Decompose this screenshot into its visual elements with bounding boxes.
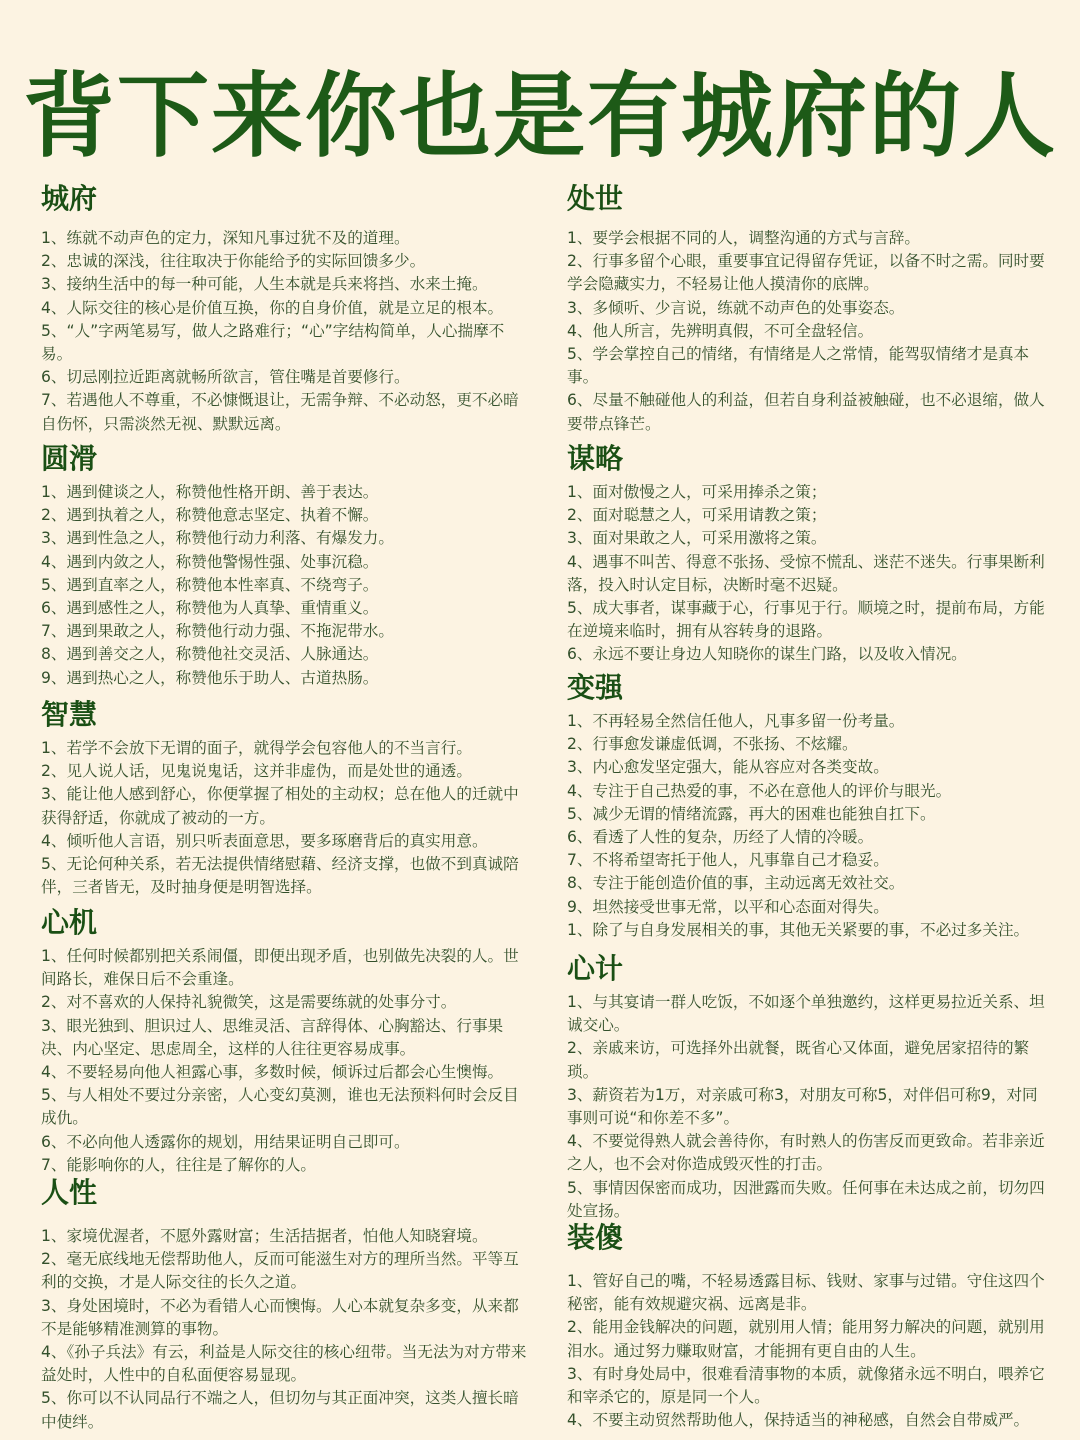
section-left-2 [41,697,527,899]
list-item: 3、多倾听、少言说，练就不动声色的处事姿态。 [567,298,905,317]
section-heading: 圆滑 [41,442,98,475]
list-item: 8、遇到善交之人，称赞他社交灵活、人脉通达。 [41,645,379,664]
section-heading: 处世 [567,182,624,215]
list-item: 3、遇到性急之人，称赞他行动力利落、有爆发力。 [41,529,394,548]
section-left-1 [41,441,527,690]
list-item: 5、减少无谓的情绪流露，再大的困难也能独自扛下。 [567,804,936,823]
list-item: 2、毫无底线地无偿帮助他人，反而可能滋生对方的理所当然。平等互利的交换，才是人际交往的长久之道。 [41,1250,519,1292]
section-left-4 [41,1175,527,1434]
list-item: 1、任何时候都别把关系闹僵，即便出现矛盾，也别做先决裂的人。世间路长，难保日后不会重逢。 [41,947,519,989]
list-item: 5、与人相处不要过分亲密，人心变幻莫测，谁也无法预料何时会反目成仇。 [41,1086,519,1128]
list-item: 2、面对聪慧之人，可采用请教之策； [567,506,827,525]
list-item: 7、若遇他人不尊重，不必慷慨退让，无需争辩、不必动怒，更不必暗自伤怀，只需淡然无视、默默远离。 [41,391,519,433]
list-item: 5、你可以不认同品行不端之人，但切勿与其正面冲突，这类人擅长暗中使绊。 [41,1389,519,1431]
section-left-0 [41,181,527,436]
list-item: 2、行事愈发谦虚低调，不张扬、不炫耀。 [567,735,858,754]
list-item: 4、倾听他人言语，别只听表面意思，要多琢磨背后的真实用意。 [41,831,488,850]
list-item: 2、亲戚来访，可选择外出就餐，既省心又体面，避免居家招待的繁琐。 [567,1039,1030,1081]
list-item: 1、管好自己的嘴，不轻易透露目标、钱财、家事与过错。守住这四个秘密，能有效规避灾祸、远离是非。 [567,1272,1045,1314]
list-item: 8、专注于能创造价值的事，主动远离无效社交。 [567,874,905,893]
section-heading: 谋略 [567,442,624,475]
list-item: 2、忠诚的深浅，往往取决于你能给予的实际回馈多少。 [41,252,426,271]
section-right-4 [567,1220,1053,1432]
section-heading: 人性 [41,1176,98,1209]
list-item: 3、有时身处局中，很难看清事物的本质，就像猪永远不明白，喂养它和宰杀它的，原是同一个人。 [567,1364,1045,1407]
list-item: 4、不要觉得熟人就会善待你，有时熟人的伤害反而更致命。若非亲近之人，也不会对你造成毁灭性的打击。 [567,1132,1045,1174]
list-item: 3、面对果敢之人，可采用激将之策。 [567,529,827,548]
section-heading: 变强 [567,671,624,704]
list-item: 3、能让他人感到舒心，你便掌握了相处的主动权；总在他人的迁就中获得舒适，你就成了被动的一方。 [41,785,519,827]
section-heading: 心机 [41,906,98,939]
list-item: 1、不再轻易全然信任他人，凡事多留一份考量。 [567,712,905,730]
list-item: 5、成大事者，谋事藏于心，行事见于行。顺境之时，提前布局，方能在逆境来临时，拥有从容转身的退路。 [567,599,1045,641]
section-left-3 [41,905,527,1177]
list-item: 1、面对傲慢之人，可采用捧杀之策； [567,483,827,501]
section-heading: 装傻 [567,1221,624,1254]
list-item: 6、尽量不触碰他人的利益，但若自身利益被触碰，也不必退缩，做人要带点锋芒。 [567,391,1045,433]
list-item: 3、接纳生活中的每一种可能，人生本就是兵来将挡、水来土掩。 [41,275,488,294]
list-item: 7、遇到果敢之人，称赞他行动力强、不拖泥带水。 [41,622,394,641]
list-item: 4、不要主动贸然帮助他人，保持适当的神秘感，自然会自带威严。 [567,1411,1030,1430]
page-title: 背下来你也是有城府的人 [22,63,1057,170]
list-item: 1、若学不会放下无谓的面子，就得学会包容他人的不当言行。 [41,739,472,757]
list-item: 6、切忌刚拉近距离就畅所欲言，管住嘴是首要修行。 [41,368,410,387]
list-item: 5、学会掌控自己的情绪，有情绪是人之常情，能驾驭情绪才是真本事。 [567,345,1030,387]
list-item: 4、人际交往的核心是价值互换，你的自身价值，就是立足的根本。 [41,298,504,317]
list-item: 4、不要轻易向他人袒露心事，多数时候，倾诉过后都会心生懊悔。 [41,1063,504,1082]
list-item: 5、“人”字两笔易写，做人之路难行；“心”字结构简单，人心揣摩不易。 [41,321,505,364]
section-heading: 心计 [567,952,624,985]
list-item: 2、见人说人话，见鬼说鬼话，这并非虚伪，而是处世的通透。 [41,762,472,781]
list-item: 4、他人所言，先辨明真假，不可全盘轻信。 [567,321,874,340]
section-right-1 [567,441,1053,667]
section-right-2 [567,670,1053,942]
list-item: 2、对不喜欢的人保持礼貌微笑，这是需要练就的处事分寸。 [41,993,457,1012]
list-item: 1、与其宴请一群人吃饭，不如逐个单独邀约，这样更易拉近关系、坦诚交心。 [567,993,1045,1035]
list-item: 7、能影响你的人，往往是了解你的人。 [41,1155,317,1174]
list-item: 9、遇到热心之人，称赞他乐于助人、古道热肠。 [41,668,379,687]
section-heading: 智慧 [41,698,98,731]
list-item: 4、专注于自己热爱的事，不必在意他人的评价与眼光。 [567,781,952,800]
list-item: 2、能用金钱解决的问题，就别用人情；能用努力解决的问题，就别用泪水。通过努力赚取财富，才能拥有更自由的人生。 [567,1318,1045,1360]
list-item: 3、内心愈发坚定强大，能从容应对各类变故。 [567,758,889,777]
list-item: 3、薪资若为1万，对亲戚可称3，对朋友可称5，对伴侣可称9，对同事则可说“和你差不多”。 [567,1085,1038,1128]
list-item: 6、永远不要让身边人知晓你的谋生门路，以及收入情况。 [567,645,967,664]
list-item: 5、事情因保密而成功，因泄露而失败。任何事在未达成之前，切勿四处宣扬。 [567,1178,1045,1220]
list-item: 5、无论何种关系，若无法提供情绪慰藉、经济支撑，也做不到真诚陪伴，三者皆无，及时抽身便是明智选择。 [41,855,519,897]
list-item: 6、遇到感性之人，称赞他为人真挚、重情重义。 [41,599,379,618]
list-item: 1、除了与自身发展相关的事，其他无关紧要的事，不必过多关注。 [567,920,1030,939]
section-right-3 [567,951,1053,1223]
list-item: 1、家境优渥者，不愿外露财富；生活拮据者，怕他人知晓窘境。 [41,1227,488,1245]
list-item: 2、遇到执着之人，称赞他意志坚定、执着不懈。 [41,506,379,525]
list-item: 6、不必向他人透露你的规划，用结果证明自己即可。 [41,1132,410,1151]
list-item: 1、要学会根据不同的人，调整沟通的方式与言辞。 [567,229,920,247]
list-item: 4、遇事不叫苦、得意不张扬、受惊不慌乱、迷茫不迷失。行事果断利落，投入时认定目标，决断时毫不迟疑。 [567,552,1045,594]
list-item: 1、遇到健谈之人，称赞他性格开朗、善于表达。 [41,483,379,501]
list-item: 9、坦然接受世事无常，以平和心态面对得失。 [567,897,889,916]
list-item: 4、《孙子兵法》有云，利益是人际交往的核心纽带。当无法为对方带来益处时，人性中的自私面便容易显现。 [41,1343,527,1385]
list-item: 5、遇到直率之人，称赞他本性率真、不绕弯子。 [41,575,379,594]
section-right-0 [567,181,1053,436]
list-item: 3、身处困境时，不必为看错人心而懊悔。人心本就复杂多变，从来都不是能够精准测算的事物。 [41,1296,519,1338]
list-item: 6、看透了人性的复杂，历经了人情的冷暖。 [567,828,874,847]
list-item: 2、行事多留个心眼，重要事宜记得留存凭证，以备不时之需。同时要学会隐藏实力，不轻易让他人摸清你的底牌。 [567,252,1045,294]
list-item: 4、遇到内敛之人，称赞他警惕性强、处事沉稳。 [41,552,379,571]
list-item: 1、练就不动声色的定力，深知凡事过犹不及的道理。 [41,229,410,247]
section-heading: 城府 [41,182,98,215]
list-item: 3、眼光独到、胆识过人、思维灵活、言辞得体、心胸豁达、行事果决、内心坚定、思虑周全，这样的人往往更容易成事。 [41,1016,504,1058]
list-item: 7、不将希望寄托于他人，凡事靠自己才稳妥。 [567,851,889,870]
